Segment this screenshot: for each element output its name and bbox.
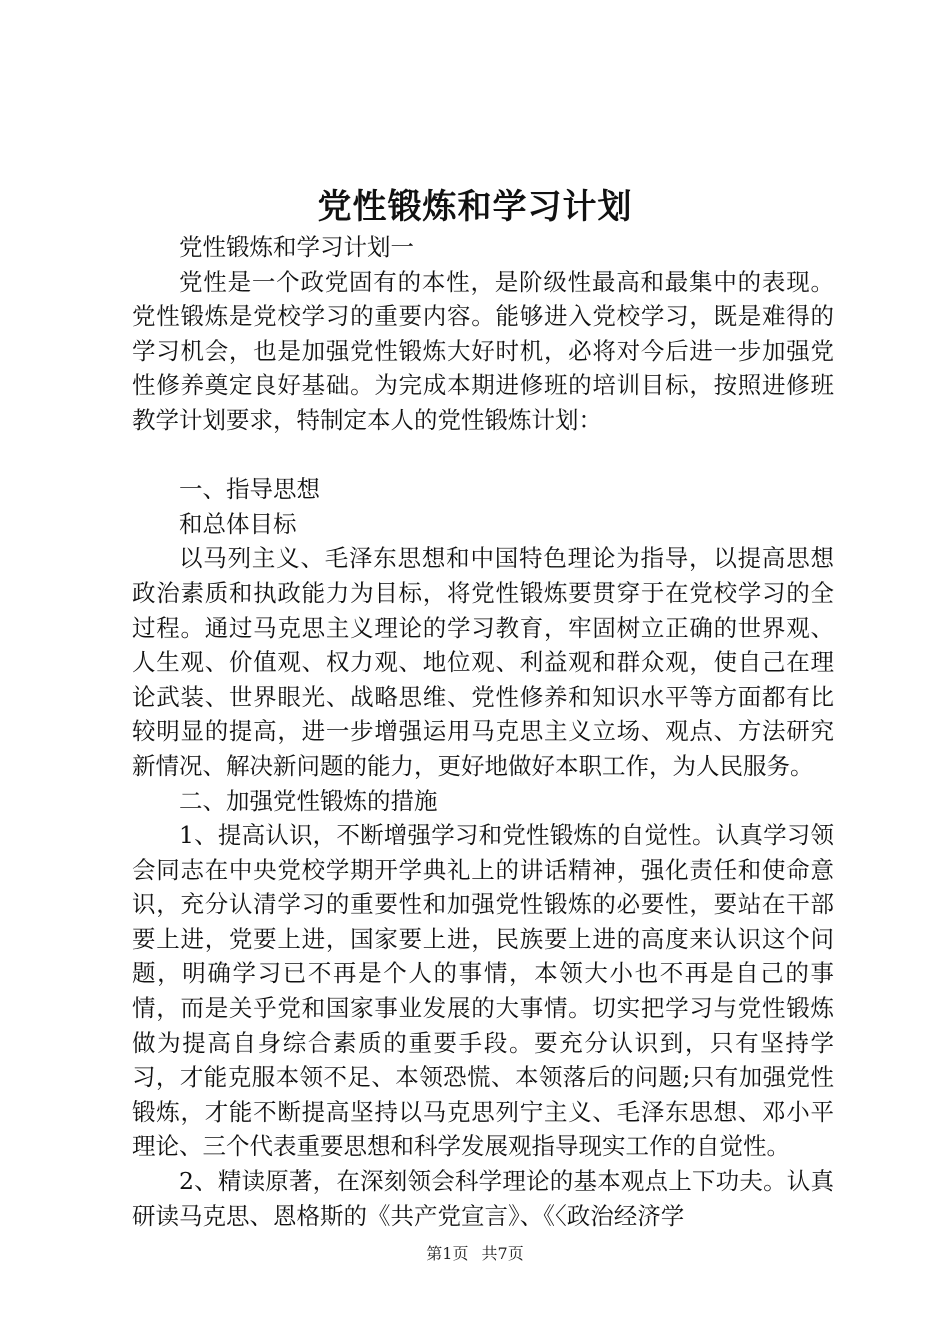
measure-2-paragraph: 2、精读原著，在深刻领会科学理论的基本观点上下功夫。认真研读马克思、恩格斯的《共产党宣言》、《〈政治经济学 xyxy=(132,1167,834,1230)
intro-paragraph: 党性是一个政党固有的本性，是阶级性最高和最集中的表现。党性锻炼是党校学习的重要内容。能够进入党校学习，既是难得的学习机会，也是加强党性锻炼大好时机，必将对今后进一步加强党性修养奠定良好基础。为完成本期进修班的培训目标，按照进修班教学计划要求，特制定本人的党性锻炼计划： xyxy=(132,267,834,434)
page-total: 共7页 xyxy=(481,1244,524,1263)
page-footer xyxy=(0,1243,950,1265)
section-heading-overall-goal: 和总体目标 xyxy=(179,509,297,538)
measure-1-paragraph: 1、提高认识，不断增强学习和党性锻炼的自觉性。认真学习领会同志在中央党校学期开学典礼上的讲话精神，强化责任和使命意识，充分认清学习的重要性和加强党性锻炼的必要性，要站在干部要上进，党要上进，国家要上进，民族要上进的高度来认识这个问题，明确学习已不再是个人的事情，本领大小也不再是自己的事情，而是关乎党和国家事业发展的大事情。切实把学习与党性锻炼做为提高自身综合素质的重要手段。要充分认识到，只有坚持学习，才能克服本领不足、本领恐慌、本领落后的问题;只有加强党性锻炼，才能不断提高坚持以马克思列宁主义、毛泽东思想、邓小平理论、三个代表重要思想和科学发展观指导现实工作的自觉性。 xyxy=(132,821,834,1161)
page-number: 第1页 xyxy=(426,1244,469,1263)
section-heading-measures: 二、加强党性锻炼的措施 xyxy=(179,786,438,815)
guiding-ideology-paragraph: 以马列主义、毛泽东思想和中国特色理论为指导，以提高思想政治素质和执政能力为目标，将党性锻炼要贯穿于在党校学习的全过程。通过马克思主义理论的学习教育，牢固树立正确的世界观、人生观、价值观、权力观、地位观、利益观和群众观，使自己在理论武装、世界眼光、战略思维、党性修养和知识水平等方面都有比较明显的提高，进一步增强运用马克思主义立场、观点、方法研究新情况、解决新问题的能力，更好地做好本职工作，为人民服务。 xyxy=(132,544,834,780)
document-body xyxy=(132,230,834,1233)
section-heading-guiding-ideology: 一、指导思想 xyxy=(179,475,320,504)
document-title: 党性锻炼和学习计划 xyxy=(317,187,633,227)
subtitle-paragraph: 党性锻炼和学习计划一 xyxy=(179,233,414,261)
